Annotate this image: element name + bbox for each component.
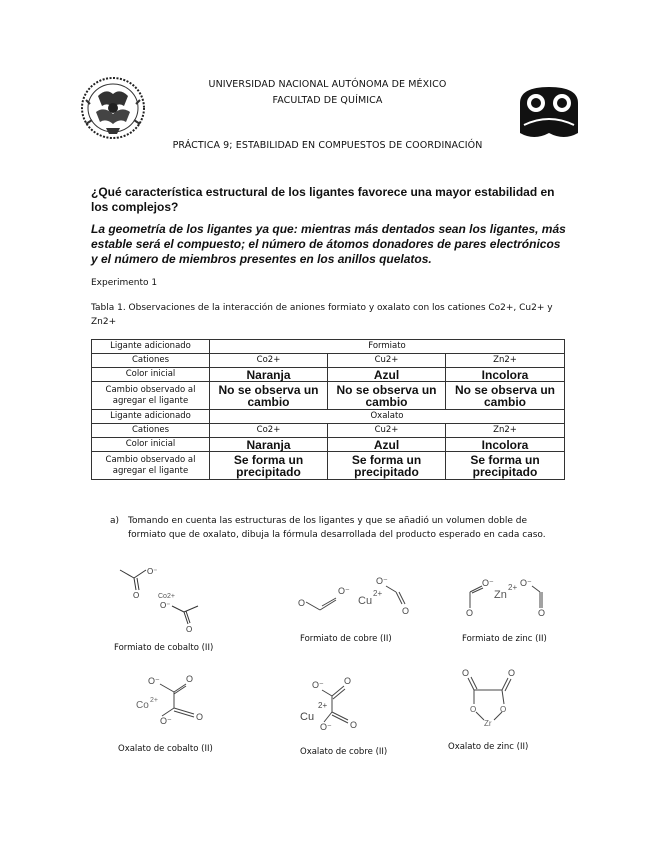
copper-label: Cu xyxy=(358,595,373,607)
cation-cell: Co2+ xyxy=(210,354,328,368)
faculty-owl-logo xyxy=(518,83,580,141)
color-cell: Azul xyxy=(328,368,446,382)
o-label: O xyxy=(508,668,516,678)
color-cell: Naranja xyxy=(210,368,328,382)
change-cell: Se forma un precipitado xyxy=(210,452,328,480)
practice-title: PRÁCTICA 9; ESTABILIDAD EN COMPUESTOS DE COORDINACIÓN xyxy=(172,140,483,151)
o-label: O xyxy=(538,608,546,618)
structure-oxalato-cobre xyxy=(298,672,378,732)
cobalt-label: Co2+ xyxy=(158,593,175,600)
ligand-oxalato: Oxalato xyxy=(210,410,565,424)
ligand-label: Ligante adicionado xyxy=(92,410,210,424)
cations-label: Cationes xyxy=(92,424,210,438)
o-label: O xyxy=(186,674,194,684)
o-label: O xyxy=(402,606,410,616)
o-label: O xyxy=(350,720,358,730)
faculty-title: FACULTAD DE QUÍMICA xyxy=(272,95,383,106)
o-minus-label: O⁻ xyxy=(520,578,532,588)
copper-label: Cu xyxy=(300,711,315,723)
structure-formiato-zinc xyxy=(462,574,552,620)
structure-oxalato-zinc xyxy=(458,666,528,728)
cation-cell: Cu2+ xyxy=(328,354,446,368)
change-cell: No se observa un cambio xyxy=(328,382,446,410)
cation-cell: Zn2+ xyxy=(446,354,565,368)
o-label: O xyxy=(500,705,507,714)
o-label: O xyxy=(133,591,140,600)
question-text: ¿Qué característica estructural de los ligantes favorece una mayor estabilidad en los complejos? xyxy=(91,185,555,214)
o-label: O xyxy=(196,712,204,722)
table-row xyxy=(92,382,565,410)
charge-label: 2+ xyxy=(318,701,328,710)
o-label: O xyxy=(462,668,470,678)
structure-formiato-cobre xyxy=(298,570,418,620)
charge-label: 2+ xyxy=(508,583,518,592)
observations-table xyxy=(91,339,565,480)
change-cell: Se forma un precipitado xyxy=(446,452,565,480)
o-minus-label: O⁻ xyxy=(376,576,388,586)
item-a-marker: a) xyxy=(110,516,120,526)
table-row xyxy=(92,452,565,480)
color-label: Color inicial xyxy=(92,368,210,382)
item-a-text: Tomando en cuenta las estructuras de los ligantes y que se añadió un volumen doble de formiato que de oxalato, dibuja la fórmula desarrollada del producto esperado en cada caso. xyxy=(128,516,546,540)
o-minus-label: O⁻ xyxy=(148,676,160,686)
color-cell: Naranja xyxy=(210,438,328,452)
o-minus-label: O⁻ xyxy=(160,716,172,726)
o-label: O xyxy=(466,608,474,618)
cations-label: Cationes xyxy=(92,354,210,368)
color-cell: Azul xyxy=(328,438,446,452)
o-minus-label: O⁻ xyxy=(338,586,350,596)
o-label: O xyxy=(298,598,306,608)
o-label: O xyxy=(186,625,193,634)
o-label: O xyxy=(470,705,477,714)
caption-oxalato-zinc: Oxalato de zinc (II) xyxy=(448,742,529,752)
change-cell: No se observa un cambio xyxy=(446,382,565,410)
table-row xyxy=(92,424,565,438)
change-cell: Se forma un precipitado xyxy=(328,452,446,480)
charge-label: 2+ xyxy=(150,697,158,704)
zinc-label: Zn xyxy=(494,589,507,601)
o-minus-label: O⁻ xyxy=(320,722,332,732)
change-label: Cambio observado al agregar el ligante xyxy=(92,452,210,480)
color-label: Color inicial xyxy=(92,438,210,452)
ligand-label: Ligante adicionado xyxy=(92,340,210,354)
o-minus-label: O⁻ xyxy=(160,601,171,610)
table-row xyxy=(92,410,565,424)
zirconium-label: Zr xyxy=(484,719,492,728)
experiment-heading: Experimento 1 xyxy=(91,278,158,288)
caption-formiato-cobre: Formiato de cobre (II) xyxy=(300,634,392,644)
caption-formiato-zinc: Formiato de zinc (II) xyxy=(462,634,547,644)
university-title: UNIVERSIDAD NACIONAL AUTÓNOMA DE MÉXICO xyxy=(208,79,447,90)
ligand-formiato: Formiato xyxy=(210,340,565,354)
color-cell: Incolora xyxy=(446,438,565,452)
table-caption: Tabla 1. Observaciones de la interacción de aniones formiato y oxalato con los cationes Co2+, Cu2+ y Zn2+ xyxy=(91,303,553,327)
change-cell: No se observa un cambio xyxy=(210,382,328,410)
change-label: Cambio observado al agregar el ligante xyxy=(92,382,210,410)
o-minus-label: O⁻ xyxy=(147,567,158,576)
cobalt-label: Co xyxy=(136,700,149,711)
o-minus-label: O⁻ xyxy=(312,680,324,690)
structure-oxalato-cobalto xyxy=(134,668,214,728)
caption-oxalato-cobre: Oxalato de cobre (II) xyxy=(300,747,388,757)
answer-text: La geometría de los ligantes ya que: mientras más dentados sean los ligantes, más estable será el compuesto; el número de átomos donadores de pares electrónicos y el número de miembros presentes en los anillos quelatos. xyxy=(91,222,566,266)
cation-cell: Cu2+ xyxy=(328,424,446,438)
table-row xyxy=(92,354,565,368)
table-row xyxy=(92,340,565,354)
table-row xyxy=(92,368,565,382)
structure-formiato-cobalto xyxy=(118,562,218,634)
charge-label: 2+ xyxy=(373,589,383,598)
o-minus-label: O⁻ xyxy=(482,578,494,588)
cation-cell: Co2+ xyxy=(210,424,328,438)
caption-formiato-cobalto: Formiato de cobalto (II) xyxy=(114,643,214,653)
o-label: O xyxy=(344,676,352,686)
color-cell: Incolora xyxy=(446,368,565,382)
caption-oxalato-cobalto: Oxalato de cobalto (II) xyxy=(118,744,213,754)
cation-cell: Zn2+ xyxy=(446,424,565,438)
table-row xyxy=(92,438,565,452)
